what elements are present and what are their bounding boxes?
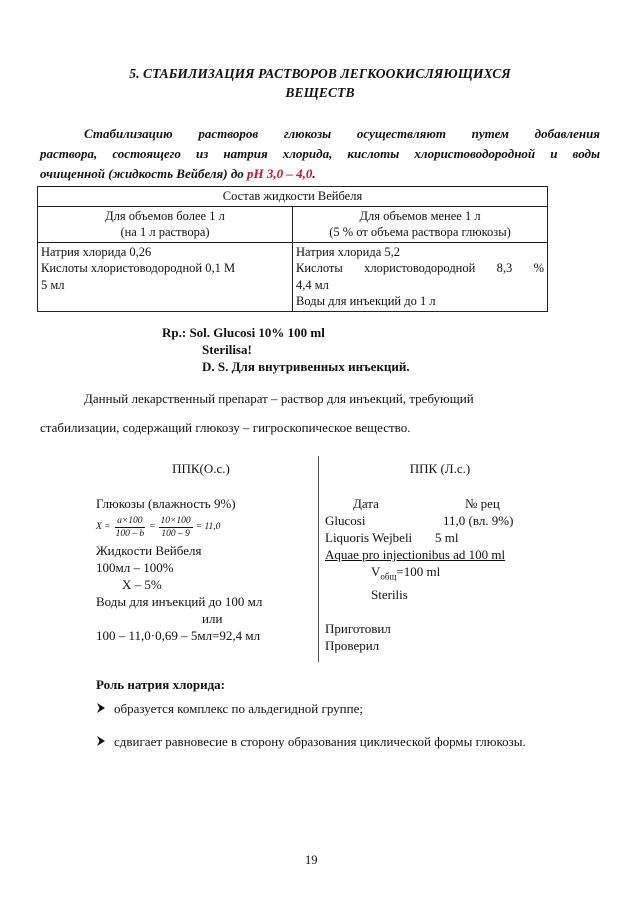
formula-num2: 10×100 [160,515,191,526]
section-title-line2: ВЕЩЕСТВ [285,85,355,100]
role-title: Роль натрия хлорида: [96,677,225,692]
rp-line3: D. S. Для внутривенных инъекций. [202,359,410,374]
col2-row: Натрия хлорида 5,2 [296,244,401,259]
table-col1-body [38,242,293,311]
water-line: Воды для инъекций до 100 мл [96,594,263,609]
col2-row: Воды для инъекций до 1 л [296,294,436,308]
ratio-line1: 100мл – 100% [96,560,174,575]
arrow-bullet-icon [96,735,106,747]
intro-line1: Стабилизацию растворов глюкозы осуществляют путем добавления [84,126,600,141]
formula-lhs: X = [96,521,111,532]
col1-row: Натрия хлорида 0,26 [41,244,152,259]
weibel-liquid: Жидкости Вейбеля [96,543,202,558]
list-item [96,733,526,750]
role-list [96,700,526,766]
formula-fraction-2 [159,515,193,540]
col2-row: Кислоты хлористоводородной 8,3 % [296,261,544,275]
formula-result: = 11,0 [195,521,221,532]
role-item-text: сдвигает равновесие в сторону образования циклической формы глюкозы. [114,734,526,749]
glucose-formula [96,512,306,542]
table-col1-header-cell [38,206,293,242]
ppk-reverse-side [96,460,306,644]
intro-line3-suffix: . [312,166,316,181]
col1-row: Кислоты хлористоводородной 0,1 М [41,261,236,275]
date-row [325,495,555,512]
col1-row: 5 мл [41,277,65,292]
col1-subheader: (на 1 л раствора) [120,225,210,239]
prescription [162,324,410,375]
ppk-left-header: ППК(О.с.) [172,461,230,476]
weibel-composition-table [37,186,548,312]
description-paragraph [40,384,600,442]
intro-paragraph [40,124,600,184]
page-number: 19 [305,853,318,867]
role-item-text: образуется комплекс по альдегидной группе; [114,701,363,716]
liquoris-label: Liquoris Wejbeli [325,530,413,545]
description-line2: стабилизации, содержащий глюкозу – гигроскопическое вещество. [40,420,411,435]
arrow-bullet-icon [96,702,106,714]
section-title [40,64,600,102]
formula-fraction-1 [114,515,147,540]
table-col2-header-cell [293,206,548,242]
formula-den1: 100 – b [115,528,145,539]
description-line1: Данный лекарственный препарат – раствор для инъекций, требующий [84,391,474,406]
intro-line2: раствора, состоящего из натрия хлорида, кислоты хлористоводородной и воды [40,146,600,161]
table-caption: Состав жидкости Вейбеля [38,187,548,207]
ph-range: рН 3,0 – 4,0 [247,166,313,181]
glucosi-label: Glucosi [325,513,366,528]
rp-line2: Sterilisa! [202,342,252,357]
col2-subheader: (5 % от объема раствора глюкозы) [329,225,511,239]
aquae-line: Aquae pro injectionibus ad 100 ml [325,547,506,562]
vtotal-value: =100 ml [396,564,441,579]
liquoris-value: 5 ml [435,530,459,545]
rp-line1: Rp.: Sol. Glucosi 10% 100 ml [162,325,325,340]
glucosi-value: 11,0 (вл. 9%) [443,513,514,528]
formula-den2: 100 – 9 [161,528,190,539]
sterilis-line: Sterilis [371,586,408,602]
prepared-by: Приготовил [325,620,391,636]
vtotal-v: V [371,564,381,579]
intro-line3-prefix: очищенной (жидкость Вейбеля) до [40,166,248,181]
liquoris-row [325,529,555,546]
recipe-number-label: № рец [465,496,500,511]
date-label: Дата [353,496,379,511]
intro-line3 [40,166,316,181]
total-volume [325,563,555,586]
glucose-moisture: Глюкозы (влажность 9%) [96,496,236,511]
column-divider [318,456,319,662]
or-word: или [202,611,223,626]
table-col2-body [293,242,548,311]
col2-header: Для объемов менее 1 л [359,208,481,223]
water-calc: 100 – 11,0·0,69 – 5мл=92,4 мл [96,628,261,643]
formula-num1: a×100 [117,515,143,526]
list-item [96,700,526,717]
col2-row: 4,4 мл [296,277,329,292]
ppk-right-header: ППК (Л.с.) [409,461,471,476]
section-title-line1: 5. СТАБИЛИЗАЦИЯ РАСТВОРОВ ЛЕГКООКИСЛЯЮЩИХСЯ [129,66,511,81]
ppk-front-side [325,460,555,654]
glucosi-row [325,512,555,529]
vtotal-sub: общ [380,571,397,582]
checked-by: Проверил [325,637,380,653]
col1-header: Для объемов более 1 л [105,208,225,223]
formula-eq: = [149,521,156,532]
ratio-line2: X – 5% [122,577,162,592]
